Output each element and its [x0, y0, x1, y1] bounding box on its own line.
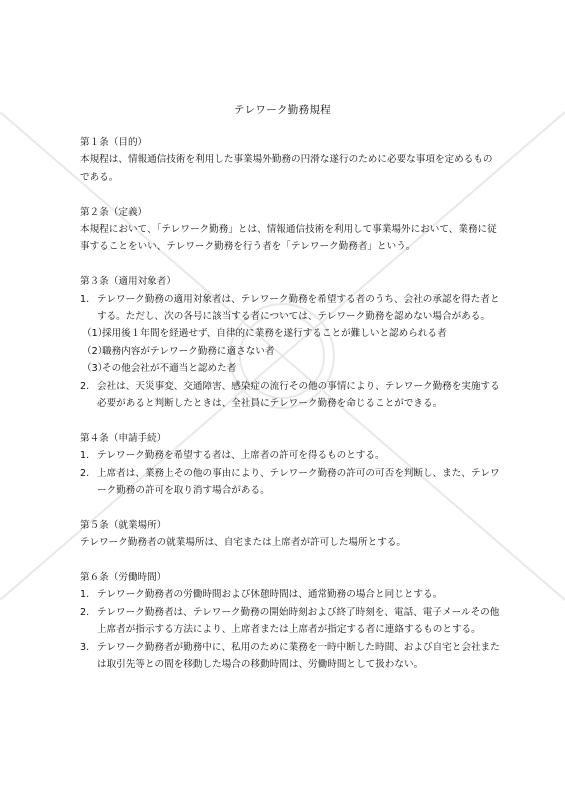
document-title: テレワーク勤務規程: [234, 104, 331, 116]
item-number: （1）: [82, 328, 108, 340]
article-paragraph: 本規程において、「テレワーク勤務」とは、情報通信技術を利用して事業場外において、業務に従事することをいい、テレワーク勤務を行う者を「テレワーク勤務者」という。: [80, 224, 497, 253]
item-text: 採用後１年間を経過せず、自律的に業務を遂行することが難しいと認められる者: [102, 328, 447, 340]
article-section: [80, 134, 500, 186]
numbered-list-item: [80, 291, 500, 326]
article-heading: 第１条（目的）: [80, 137, 148, 148]
article-section: [80, 273, 500, 412]
item-text: その他会社が不適当と認めた者: [102, 363, 237, 375]
item-number: 3.: [80, 641, 90, 653]
item-number: （3）: [82, 363, 108, 375]
article-spacer: [80, 412, 500, 429]
article-section: [80, 569, 500, 673]
numbered-list-item: [80, 465, 500, 500]
numbered-list-item: [80, 586, 500, 603]
item-text: 職務内容がテレワーク勤務に適さない者: [102, 345, 275, 357]
article-heading: 第２条（定義）: [80, 206, 148, 218]
article-spacer: [80, 256, 500, 273]
article-spacer: [80, 186, 500, 203]
item-text: テレワーク勤務者は、テレワーク勤務の開始時刻および終了時刻を、電話、電子メールその他上席者が指示する方法により、上席者または上席者が指定する者に連絡するものとする。: [97, 606, 500, 636]
sub-list-item: [80, 360, 500, 377]
item-text: 会社は、天災事変、交通障害、感染症の流行その他の事情により、テレワーク勤務を実施する必要があると判断したときは、全社員にテレワーク勤務を命じることができる。: [97, 380, 500, 410]
article-heading: 第３条（適用対象者）: [80, 276, 176, 288]
article-paragraph: 本規程は、情報通信技術を利用した事業場外勤務の円滑な遂行のために必要な事項を定めるものである。: [80, 154, 493, 183]
item-text: テレワーク勤務者の労働時間および休憩時間は、通常勤務の場合と同じとする。: [97, 589, 443, 601]
document-body: [80, 134, 500, 674]
article-heading: 第６条（労働時間）: [80, 572, 167, 584]
sub-list-item: [80, 325, 500, 342]
article-section: [80, 517, 500, 552]
article-spacer: [80, 552, 500, 569]
item-text: 上席者は、業務上その他の事由により、テレワーク勤務の許可の可否を判断し、また、テレワーク勤務の許可を取り消す場合がある。: [97, 467, 500, 497]
item-number: 1.: [80, 450, 90, 462]
article-spacer: [80, 499, 500, 516]
numbered-list-item: [80, 378, 500, 413]
article-heading: 第５条（就業場所）: [80, 519, 167, 531]
item-number: 1.: [80, 293, 90, 305]
article-heading: 第４条（申請手続）: [80, 432, 167, 444]
article-paragraph: テレワーク勤務者の就業場所は、自宅または上席者が許可した場所とする。: [80, 537, 406, 549]
item-text: テレワーク勤務を希望する者は、上席者の許可を得るものとする。: [97, 450, 385, 462]
item-number: 2.: [80, 467, 90, 479]
item-number: 2.: [80, 380, 90, 392]
article-section: [80, 204, 500, 256]
sub-list-item: [80, 343, 500, 360]
item-text: テレワーク勤務の適用対象者は、テレワーク勤務を希望する者のうち、会社の承認を得た者とする。ただし、次の各号に該当する者については、テレワーク勤務を認めない場合がある。: [97, 293, 500, 323]
item-number: 2.: [80, 606, 90, 618]
item-number: 1.: [80, 589, 90, 601]
numbered-list-item: [80, 447, 500, 464]
numbered-list-item: [80, 639, 500, 674]
article-section: [80, 430, 500, 500]
item-number: （2）: [82, 345, 108, 357]
numbered-list-item: [80, 604, 500, 639]
item-text: テレワーク勤務者が勤務中に、私用のために業務を一時中断した時間、および自宅と会社または取引先等との間を移動した場合の移動時間は、労働時間として扱わない。: [97, 641, 500, 671]
